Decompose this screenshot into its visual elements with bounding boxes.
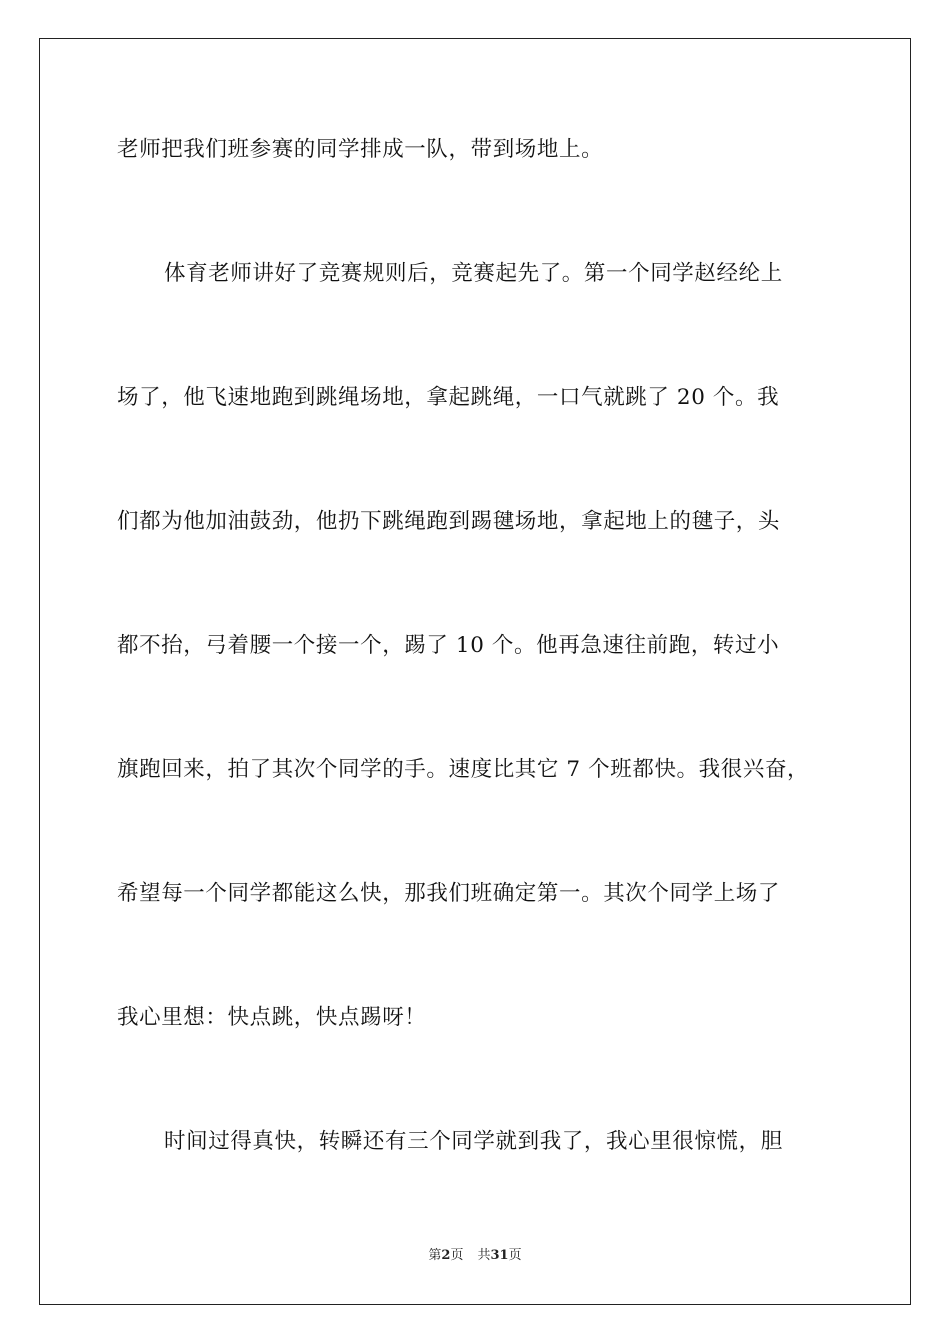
footer-page-suffix: 页 bbox=[450, 1248, 464, 1263]
footer-page-prefix: 第 bbox=[428, 1248, 442, 1263]
page-footer bbox=[0, 1247, 950, 1265]
text-line-9: 时间过得真快，转瞬还有三个同学就到我了，我心里很惊慌，胆 bbox=[164, 1129, 783, 1154]
footer-total-suffix: 页 bbox=[508, 1248, 522, 1263]
footer-page-number: 2 bbox=[441, 1248, 451, 1263]
text-line-6: 旗跑回来，拍了其次个同学的手。速度比其它 7 个班都快。我很兴奋， bbox=[117, 757, 810, 782]
text-line-8: 我心里想：快点跳，快点踢呀！ bbox=[117, 1005, 427, 1030]
page-border bbox=[39, 38, 911, 1305]
footer-total-pages: 31 bbox=[490, 1248, 509, 1263]
text-line-1: 老师把我们班参赛的同学排成一队，带到场地上。 bbox=[117, 137, 604, 162]
footer-total-prefix: 共 bbox=[477, 1248, 491, 1263]
text-line-7: 希望每一个同学都能这么快，那我们班确定第一。其次个同学上场了 bbox=[117, 881, 781, 906]
text-line-5: 都不抬，弓着腰一个接一个，踢了 10 个。他再急速往前跑，转过小 bbox=[117, 633, 780, 658]
text-line-3: 场了，他飞速地跑到跳绳场地，拿起跳绳，一口气就跳了 20 个。我 bbox=[117, 385, 780, 410]
text-line-2: 体育老师讲好了竞赛规则后，竞赛起先了。第一个同学赵经纶上 bbox=[164, 261, 783, 286]
text-line-4: 们都为他加油鼓劲，他扔下跳绳跑到踢毽场地，拿起地上的毽子，头 bbox=[117, 509, 781, 534]
